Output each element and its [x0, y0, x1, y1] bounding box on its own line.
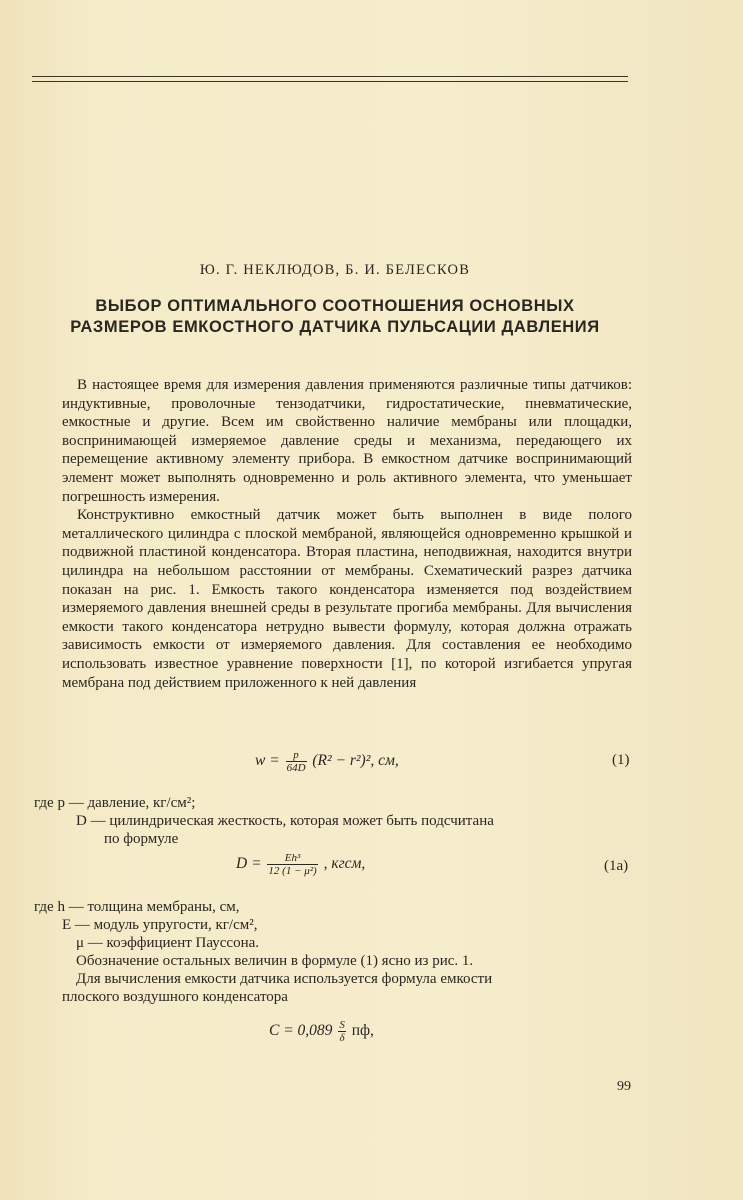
- equation-1a-numerator: Eh³: [267, 852, 317, 865]
- definition-mu: μ — коэффициент Пауссона.: [76, 935, 260, 951]
- equation-1-numerator: p: [286, 749, 307, 762]
- body-text-block-1: [62, 376, 632, 692]
- article-authors: Ю. Г. НЕКЛЮДОВ, Б. И. БЕЛЕСКОВ: [199, 262, 471, 278]
- equation-1a: [236, 852, 365, 877]
- equation-2-fraction: [338, 1019, 346, 1044]
- equation-1a-lhs: D =: [236, 855, 262, 873]
- page-number: 99: [617, 1079, 631, 1094]
- equation-1a-denominator: 12 (1 − μ²): [268, 865, 317, 877]
- definition-d: D — цилиндрическая жесткость, которая может быть подсчитана: [76, 813, 494, 829]
- equation-2: [269, 1019, 374, 1044]
- equation-1a-rest: , кгсм,: [323, 855, 366, 873]
- capacity-line: Для вычисления емкости датчика используется формула емкости: [76, 971, 493, 987]
- paragraph-2: Конструктивно емкостный датчик может быть выполнен в виде полого металлического цилиндра с плоской мембраной, являющейся одновременно крышкой и подвижной пластиной конденсатора. Вторая пластина, неподвижная, находится внутри цилиндра на небольшом расстоянии от мембраны. Схематический разрез датчика показан на рис. 1. Емкость такого конденсатора изменяется под воздействием измеряемого давления внешней среды в результате прогиба мембраны. Для вычисления емкости такого конденсатора нетрудно вывести формулу, которая должна отражать зависимость емкости от измеряемого давления. Для составления ее необходимо использовать известное уравнение поверхности [1], по которой изгибается упругая мембрана под действием приложенного к ней давления: [62, 507, 632, 691]
- equation-1-lhs: w =: [255, 752, 280, 770]
- equation-2-lhs: C = 0,089: [269, 1022, 333, 1040]
- definition-h: где h — толщина мембраны, см,: [34, 899, 240, 915]
- article-title: ВЫБОР ОПТИМАЛЬНОГО СООТНОШЕНИЯ ОСНОВНЫХ РАЗМЕРОВ ЕМКОСТНОГО ДАТЧИКА ПУЛЬСАЦИИ ДАВЛЕНИЯ: [70, 297, 600, 336]
- header-rule-top: [32, 76, 628, 77]
- equation-1a-fraction: [267, 852, 317, 877]
- definition-e: E — модуль упругости, кг/см²,: [62, 917, 258, 933]
- equation-1-denominator: 64D: [286, 762, 306, 774]
- header-rule-bottom: [32, 81, 628, 82]
- equation-1-number: (1): [612, 752, 630, 768]
- note-line: Обозначение остальных величин в формуле (1) ясно из рис. 1.: [76, 953, 474, 969]
- capacity-line-cont: плоского воздушного конденсатора: [62, 989, 288, 1005]
- definition-p: где p — давление, кг/см²;: [34, 795, 196, 811]
- equation-1-fraction: [286, 749, 307, 774]
- equation-2-rest: пф,: [351, 1022, 374, 1040]
- equation-1: [255, 749, 399, 774]
- equation-2-denominator: δ: [339, 1032, 345, 1044]
- equation-2-numerator: S: [339, 1019, 345, 1031]
- equation-1-rest: (R² − r²)², см,: [312, 752, 399, 770]
- definition-d-cont: по формуле: [104, 831, 179, 847]
- equation-1a-number: (1а): [604, 858, 629, 874]
- paragraph-1: В настоящее время для измерения давления применяются различные типы датчиков: индуктивные, проволочные тензодатчики, гидростатические, пневматические, емкостные и другие. Всем им свойственно наличие мембраны или площадки, воспринимающей измеряемое давление среды и механизма, передающего их перемещение активному элементу прибора. В емкостном датчике воспринимающий элемент может выполнять одновременно и роль активного элемента, что уменьшает погрешность измерения.: [62, 377, 632, 505]
